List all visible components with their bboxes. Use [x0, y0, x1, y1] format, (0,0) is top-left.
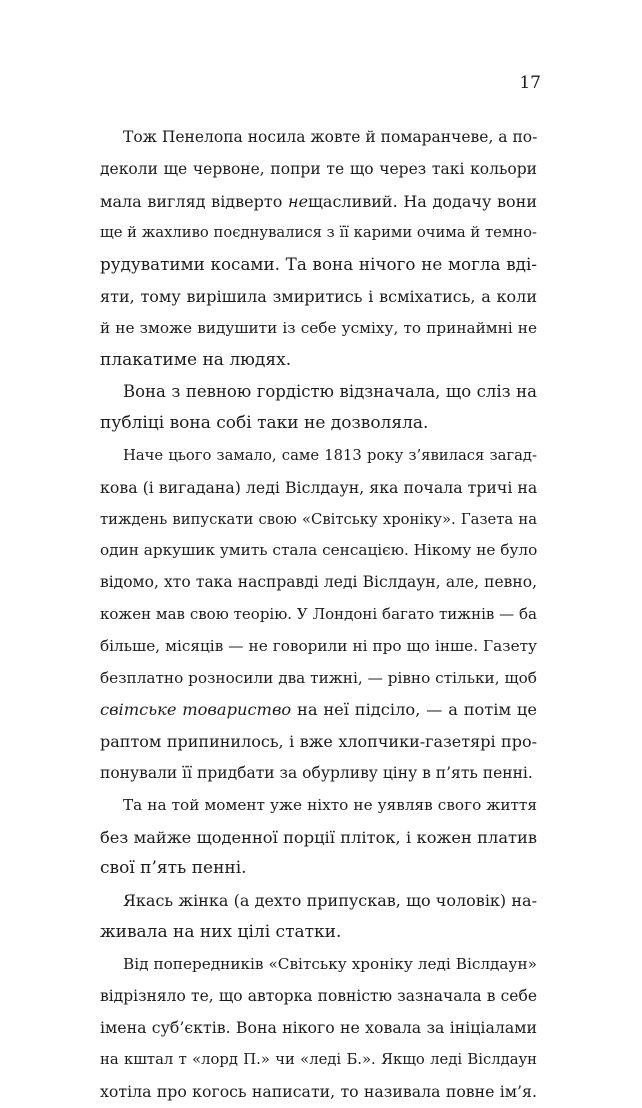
text-line: Наче цього замало, саме 1813 року з’явилася загад-	[123, 446, 537, 464]
text-line: Вона з певною гордістю відзначала, що сліз на	[123, 382, 537, 402]
text-line: Тож Пенелопа носила жовте й помаранчеве, а по-	[123, 128, 538, 146]
emphasis: не	[288, 191, 309, 211]
text-line: декoли ще червоне, попри те що через такі кольори	[100, 159, 537, 178]
text-line: відрізняло те, що авторка повністю зазначала в себе	[100, 986, 537, 1005]
text-line: кова (і вигадана) леді Віслдаун, яка почала тричі на	[100, 477, 538, 497]
text-line: публіці вона собі таки не дозволяла.	[100, 413, 429, 434]
text-line: безплатно розносили два тижні, — рівно стільки, щоб	[100, 668, 537, 687]
text-line: імена суб’єктів. Вона нікого не ховала за ініціалами	[100, 1018, 537, 1038]
text-line: відомо, хто така насправді леді Віслдаун, але, певно,	[100, 573, 537, 592]
text-line: яти, тому вирішила змиритись і всміхатись, а коли	[100, 286, 537, 306]
text-line: без майже щоденної порції пліток, і кожен платив	[100, 827, 537, 847]
text-line: більше, місяців — не говорили ні про що інше. Газету	[100, 636, 537, 655]
text-line: плакатиме на людях.	[100, 349, 292, 370]
text-line: Та на той момент уже ніхто не уявляв свого життя	[123, 795, 537, 814]
emphasis: світське товариство	[100, 700, 292, 720]
text-line: хотіла про когось написати, то називала повне ім’я.	[100, 1081, 537, 1101]
text-line: свої п’ять пенні.	[100, 858, 247, 879]
text-line: Якась жінка (а дехто припускав, що чоловік) на-	[123, 891, 537, 911]
text-line: раптом припинилось, і вже хлопчики-газетярі про-	[100, 732, 537, 752]
text-line: живала на них цілі статки.	[100, 921, 342, 942]
body-text	[100, 122, 537, 1108]
text-line: ще й жахливо поєднувалися з її карими очима й темно-	[100, 224, 537, 242]
text-line: тиждень випускати свою «Світську хроніку». Газета на	[100, 510, 537, 528]
text-line: й не зможе видушити із себе усміху, то принаймні не	[100, 318, 537, 337]
text-line: рудуватими косами. Та вона нічого не могла вді-	[100, 254, 537, 275]
text-line: на кштал т «лорд П.» чи «леді Б.». Якщо леді Віслдаун	[100, 1051, 537, 1069]
text-line: кожен мав свою теорію. У Лондоні багато тижнів — ба	[100, 604, 537, 623]
text-line: Від попередників «Світську хроніку леді Віслдаун»	[123, 954, 537, 973]
page-number: 17	[519, 73, 541, 93]
text-line: один аркушик умить стала сенсацією. Нікому не було	[100, 541, 538, 560]
text-line: мала вигляд відверто нещасливий. На додачу вони	[100, 191, 537, 211]
text-line: понували її придбати за обурливу ціну в п’ять пенні.	[100, 763, 533, 782]
text-line: світське товариство на неї підсіло, — а потім це	[100, 700, 538, 720]
